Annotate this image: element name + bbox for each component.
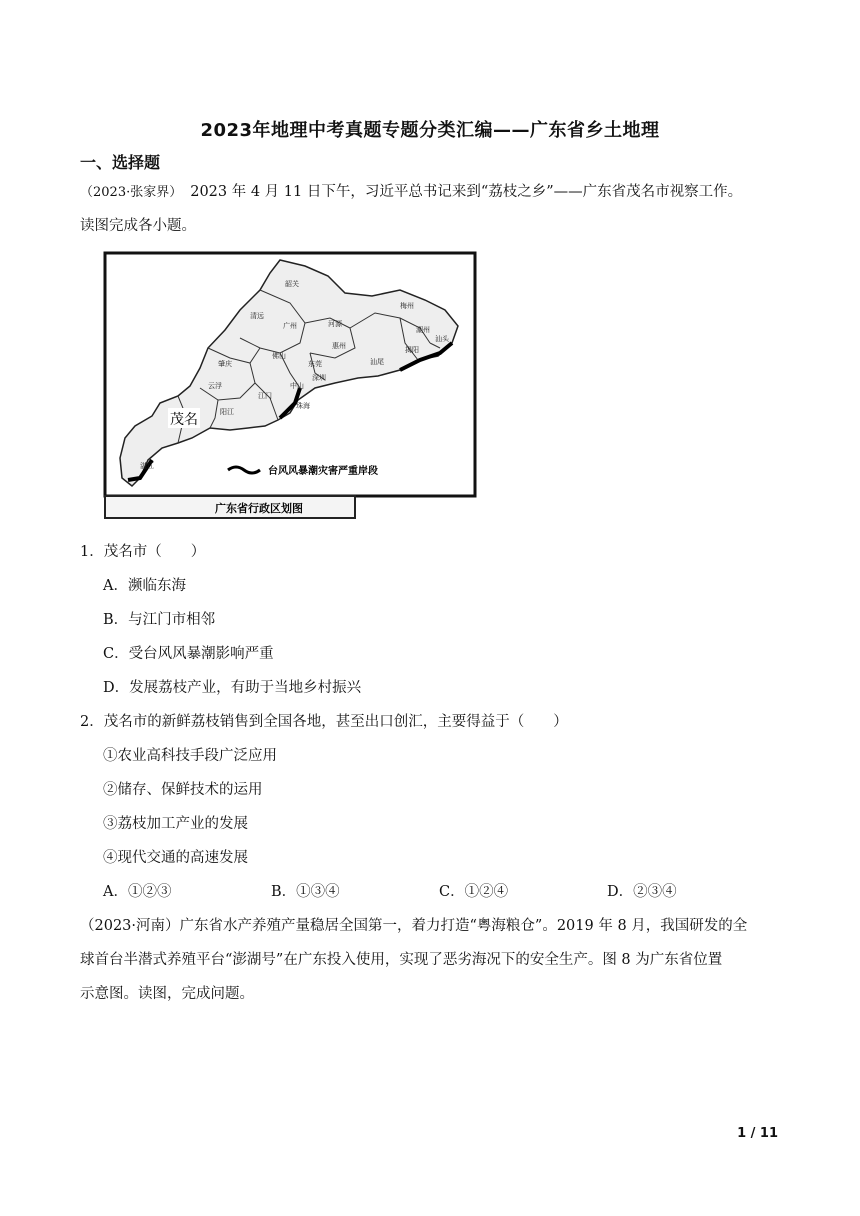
intro-paragraph-1-line-1	[80, 180, 742, 201]
question-2-choice-c: C．①②④	[439, 884, 509, 900]
question-1-stem: 1．茂名市（ ）	[80, 544, 206, 560]
region-label: 佛山	[272, 352, 286, 360]
question-1-option-d: D．发展荔枝产业，有助于当地乡村振兴	[103, 680, 362, 696]
region-label: 肇庆	[218, 360, 232, 368]
map-caption: 广东省行政区划图	[215, 502, 303, 515]
page-number: 1 / 11	[737, 1126, 778, 1141]
question-2-stem: 2．茂名市的新鲜荔枝销售到全国各地，甚至出口创汇，主要得益于（ ）	[80, 714, 568, 730]
question-2-choice-d: D．②③④	[607, 884, 677, 900]
region-label: 阳江	[220, 408, 234, 416]
region-label: 惠州	[332, 342, 346, 350]
region-label: 韶关	[285, 280, 299, 288]
region-label: 中山	[290, 382, 304, 390]
region-label: 珠海	[296, 402, 310, 410]
question-1-option-c: C．受台风风暴潮影响严重	[103, 646, 274, 662]
region-label: 广州	[283, 322, 297, 330]
region-label: 江门	[258, 392, 272, 400]
intro-paragraph-2-line-2: 球首台半潜式养殖平台“澎湖号”在广东投入使用，实现了恶劣海况下的安全生产。图 8 为广东省位置	[80, 952, 723, 968]
intro-paragraph-2-line-3: 示意图。读图，完成问题。	[80, 986, 254, 1002]
region-label: 潮州	[416, 326, 430, 334]
source-tag: （2023·张家界）	[80, 185, 183, 200]
region-label: 深圳	[312, 374, 326, 382]
page-title: 2023年地理中考真题专题分类汇编——广东省乡土地理	[200, 120, 660, 141]
region-label: 清远	[250, 312, 264, 320]
question-2-choice-b: B．①③④	[271, 884, 340, 900]
intro-paragraph-2-line-1: （2023·河南）广东省水产养殖产量稳居全国第一，着力打造“粤海粮仓”。2019 年 8 月，我国研发的全	[80, 918, 748, 934]
region-label: 东莞	[308, 360, 322, 368]
region-label: 梅州	[400, 302, 414, 310]
section-heading: 一、选择题	[80, 153, 161, 172]
intro-text: 2023 年 4 月 11 日下午，习近平总书记来到“荔枝之乡”——广东省茂名市视察工作。	[190, 184, 743, 200]
question-2-item-3: ③荔枝加工产业的发展	[103, 816, 248, 832]
question-2-item-2: ②储存、保鲜技术的运用	[103, 782, 263, 798]
question-2-item-4: ④现代交通的高速发展	[103, 850, 248, 866]
map-legend: 台风风暴潮灾害严重岸段	[268, 466, 378, 477]
region-label: 汕尾	[370, 358, 384, 366]
question-2-item-1: ①农业高科技手段广泛应用	[103, 748, 277, 764]
intro-paragraph-1-line-2: 读图完成各小题。	[80, 218, 196, 234]
region-label: 河源	[328, 320, 342, 328]
region-label: 湛江	[140, 462, 154, 470]
question-1-option-b: B．与江门市相邻	[103, 612, 216, 628]
region-label: 云浮	[208, 382, 222, 390]
region-label: 汕头	[435, 335, 449, 343]
guangdong-map-figure	[100, 248, 478, 521]
question-2-choice-a: A．①②③	[103, 884, 172, 900]
maoming-label: 茂名	[170, 412, 198, 428]
region-label: 揭阳	[405, 346, 419, 354]
question-1-option-a: A．濒临东海	[103, 578, 186, 594]
